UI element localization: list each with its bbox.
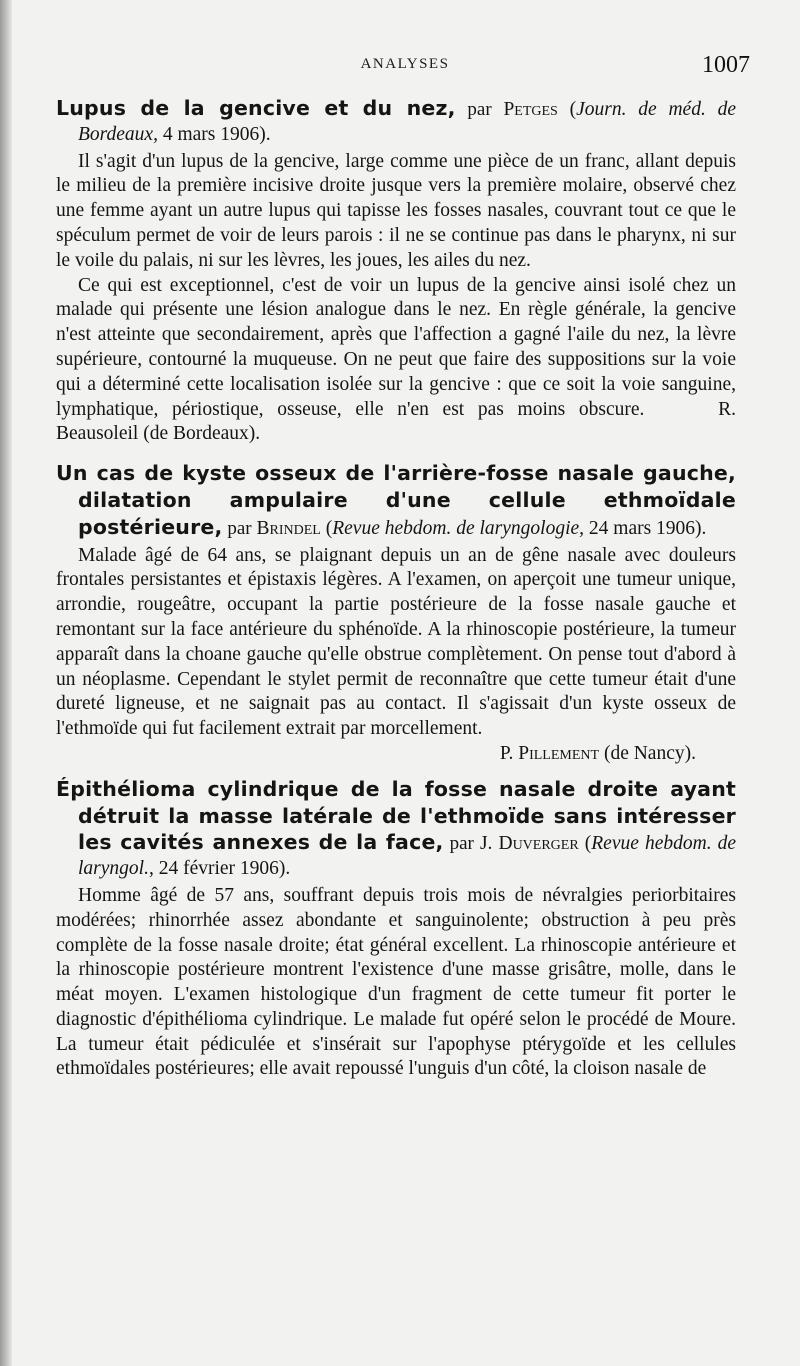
signature-initial: R. xyxy=(718,398,736,420)
article-heading xyxy=(56,777,736,882)
article-date: 24 février 1906). xyxy=(158,858,291,880)
article-kyste xyxy=(56,461,736,767)
article-open-paren: ( xyxy=(325,517,333,539)
signature-place: (de Nancy). xyxy=(603,742,696,764)
article-signature xyxy=(56,742,736,767)
article-author: Petges xyxy=(503,99,558,120)
article-paragraph-text: Ce qui est exceptionnel, c'est de voir un lupus de la gencive ainsi isolé chez un malade qui présente une lésion analogue dans le nez. En règle générale, la gencive n'est atteinte que secondairement, après que l'affection a gagné l'aile du nez, la lèvre supérieure, contourné la muqueuse. On ne peut que faire des suppositions sur la voie qui a déterminé cette localisation isolée sur la gencive : que ce soit la voie sanguine, lymphatique, périostique, osseuse, elle n'en est pas moins obscure. xyxy=(56,274,736,420)
signature-name: Pillement xyxy=(518,742,600,764)
article-journal: Journ. de méd. de Bordeaux, xyxy=(78,99,736,145)
article-title: Un cas de kyste osseux de l'arrière-fosse nasale gauche, dilatation ampulaire d'une cellule ethmoïdale postérieure, xyxy=(56,461,736,539)
article-author: Brindel xyxy=(256,517,321,539)
article-title: Épithélioma cylindrique de la fosse nasale droite ayant détruit la masse latérale de l'ethmoïde sans intéresser les cavités annexes de la face, xyxy=(56,776,736,855)
article-paragraph: Malade âgé de 64 ans, se plaignant depuis un an de gêne nasale avec douleurs frontales persistantes et épistaxis légères. A l'examen, on aperçoit une tumeur unique, arrondie, rougeâtre, occupant la partie postérieure de la fosse nasale gauche et remontant sur la face antérieure du sphénoïde. A la rhinoscopie postérieure, la tumeur apparaît dans la choane gauche qu'elle obstrue complètement. On pense tout d'abord à un néoplasme. Cependant le stylet permit de reconnaître que cette tumeur était d'une dureté ligneuse, et ne saignait pas au contact. Il s'agissait d'un kyste osseux de l'ethmoïde qui fut facilement extrait par morcellement. xyxy=(56,544,736,740)
article-par: par xyxy=(467,99,492,120)
article-par: par xyxy=(449,833,474,855)
article-lupus xyxy=(56,96,736,447)
article-paragraph xyxy=(56,274,736,448)
page-number: 1007 xyxy=(702,52,750,78)
page-gutter-shadow xyxy=(0,0,12,1366)
article-journal: Revue hebdom. de laryngologie, xyxy=(332,517,585,539)
article-epithelioma xyxy=(56,777,736,1083)
article-paragraph: Homme âgé de 57 ans, souffrant depuis trois mois de névralgies periorbitaires modérées; rhinorrhée assez abondante et sanguinolente; obstruction à peu près complète de la fosse nasale droite; état général excellent. La rhinoscopie antérieure et la rhinoscopie postérieure montrent l'existence d'une masse grisâtre, molle, dans le méat moyen. L'examen histologique d'un fragment de cette tumeur fit porter le diagnostic d'épithélioma cylindrique. Le malade fut opéré selon le procédé de Moure. La tumeur était pédiculée et s'insérait sur l'apophyse ptérygoïde et les cellules ethmoïdales postérieures; elle avait repoussé l'unguis d'un côté, la cloison nasale de xyxy=(56,884,736,1080)
article-open-paren: ( xyxy=(584,833,592,855)
article-heading xyxy=(56,461,736,541)
article-open-paren: ( xyxy=(569,99,577,120)
article-title: Lupus de la gencive et du nez, xyxy=(56,96,456,120)
article-par: par xyxy=(227,517,252,539)
article-paragraph: Il s'agit d'un lupus de la gencive, large comme une pièce de un franc, allant depuis le milieu de la première incisive droite jusque vers la première molaire, observé chez une femme ayant un autre lupus qui tapisse les fosses nasales, couvrant tout ce que le spéculum permet de voir de leurs parois : il ne se continue pas dans le pharynx, ni sur le voile du palais, ni sur les lèvres, les joues, les ailes du nez. xyxy=(56,150,736,271)
signature-initial: P. xyxy=(499,742,514,764)
article-heading xyxy=(56,96,736,148)
article-date: 4 mars 1906). xyxy=(162,123,271,145)
running-title: ANALYSES xyxy=(360,56,450,72)
article-date: 24 mars 1906). xyxy=(588,517,707,539)
running-header xyxy=(60,52,750,82)
signature-place: (de Bordeaux). xyxy=(143,423,261,445)
article-author: J. Duverger xyxy=(479,833,579,855)
text-column xyxy=(56,96,736,1082)
signature-name: Beausoleil xyxy=(56,423,139,445)
article-journal: Revue hebdom. de laryngol., xyxy=(78,833,737,880)
